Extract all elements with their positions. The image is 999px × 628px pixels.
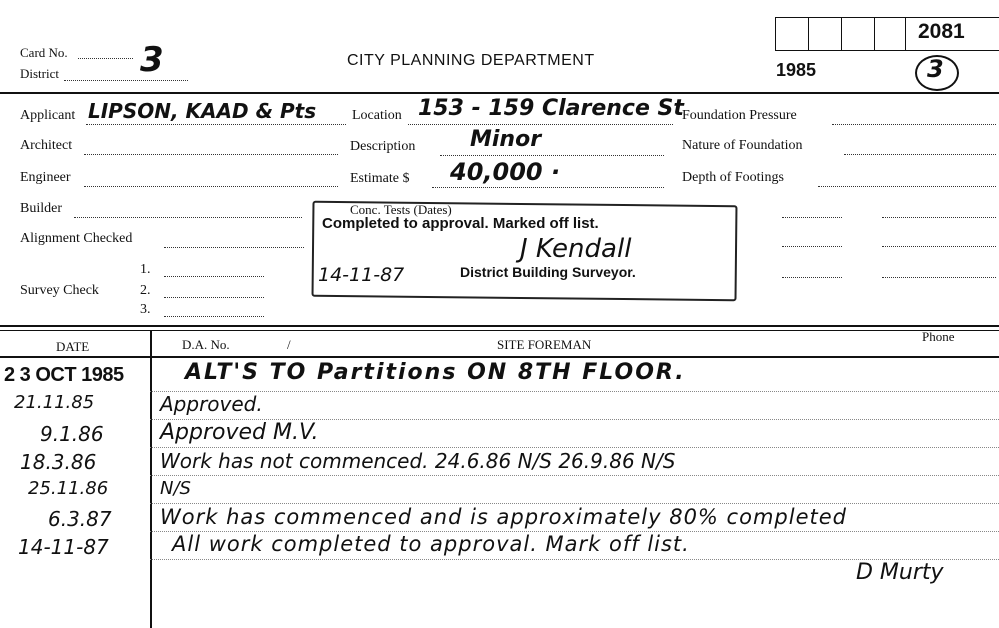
alignment-dots bbox=[164, 247, 304, 248]
entry-date: 14-11-87 bbox=[18, 535, 109, 559]
circled-number: 3 bbox=[927, 55, 944, 83]
survey-2-dots bbox=[164, 297, 264, 298]
entry-date: 9.1.86 bbox=[40, 422, 104, 446]
page-title: CITY PLANNING DEPARTMENT bbox=[347, 52, 595, 69]
row-rule bbox=[150, 391, 999, 392]
log-header-da-no: D.A. No. bbox=[182, 337, 230, 352]
conc-tests-label: Conc. Tests (Dates) bbox=[350, 202, 452, 217]
entry-date: 25.11.86 bbox=[28, 478, 109, 499]
district-label: District bbox=[20, 66, 59, 81]
entry-date: 6.3.87 bbox=[48, 507, 112, 531]
grid-divider bbox=[874, 17, 875, 51]
location-dots bbox=[408, 124, 673, 125]
stamp-line-2: District Building Surveyor. bbox=[460, 264, 636, 280]
engineer-label: Engineer bbox=[20, 170, 71, 185]
log-header-site-foreman: SITE FOREMAN bbox=[497, 337, 592, 352]
entry-text: N/S bbox=[160, 478, 191, 499]
card-no-dots bbox=[78, 58, 133, 59]
estimate-dots bbox=[432, 187, 664, 188]
stamp-date: 14-11-87 bbox=[318, 264, 405, 286]
survey-2-label: 2. bbox=[140, 283, 151, 298]
log-top-divider bbox=[0, 325, 999, 327]
conc-dots-2 bbox=[882, 217, 996, 218]
card-year: 1985 bbox=[776, 60, 817, 80]
grid-divider bbox=[905, 17, 906, 51]
location-value: 153 - 159 Clarence St bbox=[418, 96, 684, 121]
applicant-value: LIPSON, KAAD & Pts bbox=[88, 99, 317, 123]
builder-label: Builder bbox=[20, 201, 62, 216]
foundation-pressure-label: Foundation Pressure bbox=[682, 108, 797, 123]
description-dots bbox=[440, 155, 664, 156]
grid-divider bbox=[841, 17, 842, 51]
engineer-dots bbox=[84, 186, 338, 187]
conc-dots-1 bbox=[782, 217, 842, 218]
entry-text: Approved M.V. bbox=[160, 420, 319, 445]
stamp-signature: J Kendall bbox=[520, 234, 632, 264]
entry-text: Work has not commenced. 24.6.86 N/S 26.9.86 N/S bbox=[160, 449, 676, 473]
estimate-label: Estimate $ bbox=[350, 171, 410, 186]
log-header-divider bbox=[0, 356, 999, 358]
nature-of-foundation-dots bbox=[844, 154, 996, 155]
entry-date: 18.3.86 bbox=[20, 450, 97, 474]
conc-dots-4 bbox=[882, 246, 996, 247]
conc-dots-5 bbox=[782, 277, 842, 278]
row-rule bbox=[150, 503, 999, 504]
stamp-line-1: Completed to approval. Marked off list. bbox=[322, 215, 599, 232]
survey-check-label: Survey Check bbox=[20, 283, 99, 298]
log-header-date: DATE bbox=[56, 339, 90, 354]
applicant-label: Applicant bbox=[20, 108, 76, 123]
foundation-pressure-dots bbox=[832, 124, 996, 125]
survey-1-dots bbox=[164, 276, 264, 277]
card-number: 2081 bbox=[918, 20, 965, 43]
entry-text: Approved. bbox=[160, 392, 263, 416]
entry-text: All work completed to approval. Mark off list. bbox=[172, 532, 690, 556]
architect-label: Architect bbox=[20, 138, 73, 153]
header-divider bbox=[0, 92, 999, 94]
depth-of-footings-label: Depth of Footings bbox=[682, 170, 784, 185]
builder-dots bbox=[74, 217, 302, 218]
row-rule bbox=[150, 475, 999, 476]
entry-date: 21.11.85 bbox=[14, 392, 95, 413]
log-header-phone: Phone bbox=[922, 329, 955, 344]
survey-1-label: 1. bbox=[140, 262, 151, 277]
row-rule bbox=[150, 447, 999, 448]
nature-of-foundation-label: Nature of Foundation bbox=[682, 138, 803, 153]
depth-of-footings-dots bbox=[818, 186, 996, 187]
description-label: Description bbox=[350, 139, 416, 154]
entry-text: ALT'S TO Partitions ON 8TH FLOOR. bbox=[185, 360, 686, 385]
grid-divider bbox=[808, 17, 809, 51]
description-value: Minor bbox=[470, 127, 542, 152]
card-no-label: Card No. bbox=[20, 45, 68, 60]
conc-dots-6 bbox=[882, 277, 996, 278]
foreman-signature: D Murty bbox=[856, 560, 944, 585]
alignment-label: Alignment Checked bbox=[20, 231, 133, 246]
date-column-divider bbox=[150, 331, 152, 628]
architect-dots bbox=[84, 154, 338, 155]
survey-3-dots bbox=[164, 316, 264, 317]
location-label: Location bbox=[352, 108, 402, 123]
entry-text: Work has commenced and is approximately 80% completed bbox=[160, 505, 847, 529]
district-dots bbox=[64, 80, 188, 81]
conc-dots-3 bbox=[782, 246, 842, 247]
estimate-value: 40,000 · bbox=[450, 158, 561, 186]
district-value: 3 bbox=[140, 40, 164, 80]
applicant-dots bbox=[86, 124, 346, 125]
entry-date: 2 3 OCT 1985 bbox=[4, 364, 124, 386]
survey-3-label: 3. bbox=[140, 302, 151, 317]
log-header-slash: / bbox=[287, 337, 291, 352]
